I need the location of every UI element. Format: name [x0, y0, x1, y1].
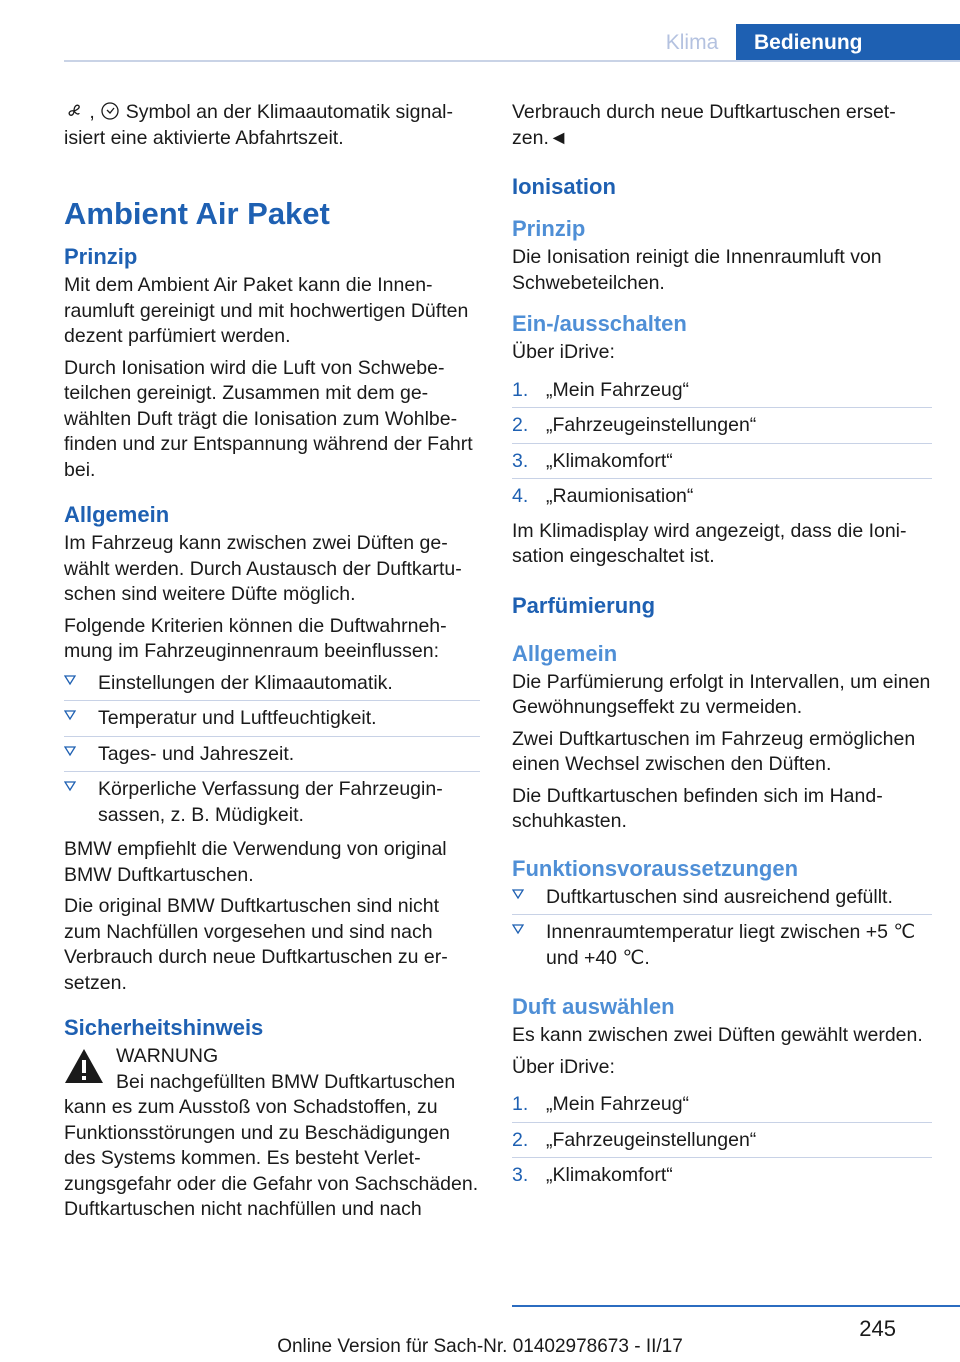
heading-sicherheitshinweis: Sicherheitshinweis [64, 1015, 264, 1040]
footer-text: Online Version für Sach-Nr. 01402978673 - II/17 [277, 1336, 683, 1357]
step-text: „Mein Fahrzeug“ [546, 378, 690, 401]
intro-separator: , [89, 101, 95, 123]
heading-prinzip: Prinzip [64, 244, 138, 269]
criteria-text: Körperliche Verfassung der Fahrzeuginsassen, z. B. Müdigkeit. [98, 778, 443, 826]
steps-list-ionisation [512, 378, 932, 514]
duft-paragraph: Es kann zwischen zwei Düften gewählt werden. [512, 1024, 923, 1046]
step-text: „Raumionisation“ [546, 485, 694, 507]
bmw-paragraph-2: Die original BMW Duftkartuschen sind nicht zum Nachfüllen vorgesehen und sind nach Verbrauch durch neue Duftkartuschen zu ersetzen. [64, 895, 448, 994]
conditions-list [512, 885, 932, 976]
heading-funktionsvoraussetzungen: Funktionsvoraussetzungen [512, 855, 799, 881]
parfuemierung-paragraph-1: Die Parfümierung erfolgt in Intervallen, um einen Gewöhnungseffekt zu vermeiden. [512, 670, 931, 718]
steps-list-duft [512, 1092, 932, 1193]
criteria-list [64, 671, 480, 833]
list-item [512, 920, 932, 975]
page-number: 245 [859, 1316, 896, 1341]
step-text: „Klimakomfort“ [546, 449, 673, 472]
step-number: 3. [512, 449, 529, 472]
section-title-ambient-air: Ambient Air Paket [64, 196, 330, 231]
right-column [512, 100, 932, 1198]
footer-divider [512, 1305, 960, 1307]
triangle-bullet-icon [64, 674, 76, 686]
heading-prinzip-ionisation: Prinzip [512, 216, 586, 241]
heading-duft-auswaehlen: Duft auswählen [512, 994, 675, 1019]
clock-icon [100, 101, 120, 121]
list-item [64, 706, 480, 737]
parfuemierung-paragraph-3: Die Duftkartuschen befinden sich im Handschuhkasten. [512, 784, 883, 832]
heading-parfuemierung: Parfümierung [512, 592, 656, 618]
step-text: „Klimakomfort“ [546, 1164, 673, 1186]
triangle-bullet-icon [512, 888, 524, 900]
triangle-bullet-icon [64, 745, 76, 757]
list-item [64, 671, 480, 702]
criteria-text: Tages- und Jahreszeit. [98, 742, 295, 765]
step-number: 1. [512, 378, 529, 401]
step-number: 2. [512, 1128, 529, 1151]
list-item [512, 378, 932, 409]
heading-allgemein: Allgemein [64, 502, 170, 527]
fan-icon [64, 101, 84, 121]
warning-box [64, 1044, 480, 1223]
klimadisplay-paragraph: Im Klimadisplay wird angezeigt, dass die Ionisation eingeschaltet ist. [512, 519, 907, 567]
left-column [64, 100, 480, 1223]
warning-triangle-icon [64, 1048, 104, 1084]
step-number: 3. [512, 1164, 529, 1186]
triangle-bullet-icon [512, 923, 524, 935]
allgemein-paragraph-1: Im Fahrzeug kann zwischen zwei Düften gewählt werden. Durch Austausch der Duftkartuschen sind weitere Düfte möglich. [64, 532, 462, 605]
step-text: „Fahrzeugeinstellungen“ [546, 414, 757, 436]
warning-text-first: Bei nachgefüllten BMW Duftkartuschen [116, 1070, 456, 1093]
tab-klima[interactable]: Klima [665, 31, 719, 54]
step-text: „Mein Fahrzeug“ [546, 1093, 690, 1115]
list-item [64, 742, 480, 773]
triangle-bullet-icon [64, 709, 76, 721]
step-number: 1. [512, 1093, 529, 1115]
intro-paragraph [64, 100, 480, 151]
heading-ionisation: Ionisation [512, 174, 616, 199]
allgemein-paragraph-2: Folgende Kriterien können die Duftwahrnehmung im Fahrzeuginnenraum beeinflussen: [64, 614, 447, 662]
list-item [512, 449, 932, 480]
warning-title: WARNUNG [116, 1045, 219, 1067]
intro-text-line1: Symbol an der Klimaautomatik signal- [125, 101, 453, 123]
parfuemierung-paragraph-2: Zwei Duftkartuschen im Fahrzeug ermöglichen einen Wechsel zwischen den Düften. [512, 727, 916, 775]
warning-text: kann es zum Ausstoß von Schadstoffen, zu Funktionsstörungen und zu Beschädigungen des Systems kommen. Es besteht Verletzungsgefahr oder die Gefahr von Sachschäden. Duftkartuschen nicht nachfüllen und nach [64, 1096, 479, 1220]
idrive-label-2: Über iDrive: [512, 1055, 615, 1078]
criteria-text: Temperatur und Luftfeuchtigkeit. [98, 707, 377, 729]
list-item [512, 1092, 932, 1123]
bmw-paragraph-1: BMW empfiehlt die Verwendung von original BMW Duftkartuschen. [64, 838, 447, 886]
step-text: „Fahrzeugeinstellungen“ [546, 1128, 757, 1151]
step-number: 2. [512, 414, 529, 436]
list-item [512, 413, 932, 444]
condition-text: Duftkartuschen sind ausreichend gefüllt. [546, 885, 893, 908]
header-divider [64, 60, 960, 62]
criteria-text: Einstellungen der Klimaautomatik. [98, 671, 393, 694]
list-item [64, 777, 480, 832]
list-item [512, 1163, 932, 1193]
prinzip-paragraph-1: Mit dem Ambient Air Paket kann die Innenraumluft gereinigt und mit hochwertigen Düften dezent parfümiert werden. [64, 274, 469, 347]
continued-paragraph: Verbrauch durch neue Duftkartuschen ersetzen.◄ [512, 101, 896, 149]
list-item [512, 484, 932, 514]
ionisation-prinzip-paragraph: Die Ionisation reinigt die Innenraumluft von Schwebeteilchen. [512, 246, 882, 294]
triangle-bullet-icon [64, 780, 76, 792]
list-item [512, 1128, 932, 1159]
tab-bedienung[interactable]: Bedienung [736, 24, 960, 62]
heading-ein-ausschalten: Ein-/ausschalten [512, 311, 687, 336]
heading-allgemein-parfuemierung: Allgemein [512, 640, 618, 666]
step-number: 4. [512, 485, 529, 507]
list-item [512, 885, 932, 916]
intro-text-line2: isiert eine aktivierte Abfahrtszeit. [64, 126, 344, 149]
idrive-label-1: Über iDrive: [512, 341, 615, 363]
prinzip-paragraph-2: Durch Ionisation wird die Luft von Schwebeteilchen gereinigt. Zusammen mit dem gewählten Duft trägt die Ionisation zum Wohlbefinden und zur Entspannung während der Fahrt bei. [64, 356, 473, 481]
condition-text: Innenraumtemperatur liegt zwischen +5 ℃ und +40 ℃. [546, 921, 916, 969]
